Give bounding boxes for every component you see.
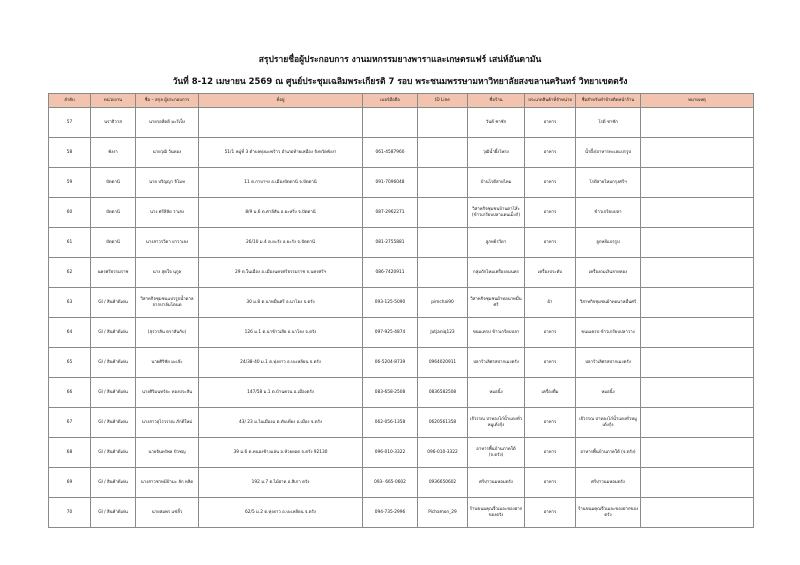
agency-cell: นราธิวาส [91, 108, 136, 138]
name-cell: วิสาหกิจชุมชนแปรรูปน้ำตาลจากปาล์มโตนด [136, 288, 199, 318]
line-id-cell: Pichamon_29 [418, 498, 468, 528]
sign-name-cell: โรตีสายไหมกรุงศรีฯ [576, 168, 641, 198]
seq-cell: 61 [49, 228, 91, 258]
phone-cell: 093-125-5090 [363, 288, 418, 318]
sign-name-cell: ลูกหยีแปรรูป [576, 228, 641, 258]
remarks-cell [641, 468, 754, 498]
product-type-cell: อาหาร [525, 408, 576, 438]
phone-cell: 06-5204-8739 [363, 348, 418, 378]
remarks-cell [641, 318, 754, 348]
product-type-cell: อาหาร [525, 198, 576, 228]
address-cell: 39 ม.6 ต.หนองช้างแล่น อ.ห้วยยอด จ.ตรัง 92130 [199, 438, 363, 468]
line-id-cell [418, 138, 468, 168]
remarks-cell [641, 258, 754, 288]
name-cell: นายศิริชัย มะเจ๊ะ [136, 348, 199, 378]
table-header-row [49, 94, 754, 108]
product-type-cell: อาหาร [525, 108, 576, 138]
remarks-cell [641, 108, 754, 138]
name-cell: นางสาวรวีดา ยาวาเลง [136, 228, 199, 258]
agency-cell: GI / สินค้าดีเด่น [91, 378, 136, 408]
seq-cell: 59 [49, 168, 91, 198]
table-row [49, 498, 754, 528]
name-cell: นาง ศรีสีลัย วาเสง [136, 198, 199, 228]
shop-name-cell: อาหารพื้นบ้านภาคใต้ (จ.ตรัง) [468, 438, 525, 468]
phone-cell: 093- 665-0602 [363, 468, 418, 498]
remarks-header: หมายเหตุ [641, 94, 754, 108]
product-type-cell: อาหาร [525, 468, 576, 498]
seq-cell: 58 [49, 138, 91, 168]
phone-cell [363, 108, 418, 138]
shop-name-cell: ร้านขนมคุณจิ๋วเมอะของฝากของตรัง [468, 498, 525, 528]
agency-cell: ปัตตานี [91, 168, 136, 198]
shop-name-cell: วันดี ชาชัก [468, 108, 525, 138]
table-row [49, 468, 754, 498]
remarks-cell [641, 198, 754, 228]
agency-cell: พังงา [91, 138, 136, 168]
seq-cell: 62 [49, 258, 91, 288]
shop-name-cell: กลุ่มถักไหมเครื่องถมนคร [468, 258, 525, 288]
agency-cell: GI / สินค้าดีเด่น [91, 468, 136, 498]
address-cell: 24/38-40 ม.1 ต.ทุ่งยาว อ.ปะเหลียน จ.ตรัง [199, 348, 363, 378]
sign-name-cell: ร้านขนมคุณจิ๋วเมอะของฝากของตรัง [576, 498, 641, 528]
table-body [49, 108, 754, 528]
shop-name-cell: เจ๊วรรณ ปาทองโก๋น้ำแดงทั่วหมูเด้งกุ้ง [468, 408, 525, 438]
address-cell: 62/5 ม.2 ต.ทุ่งยาว อ.ปะเหลียน จ.ตรัง [199, 498, 363, 528]
remarks-cell [641, 378, 754, 408]
sign-name-header: ชื่อสำหรับทำป้ายติดหน้าร้าน [576, 94, 641, 108]
line-id-cell: 0620561358 [418, 408, 468, 438]
sign-name-cell: หมอนิ้ง [576, 378, 641, 408]
address-cell: 126 ม.1 ต.นาข้าวเสีย อ.นาโยง จ.ตรัง [199, 318, 363, 348]
name-cell: นายรอสีดดี มะรีเป็ง [136, 108, 199, 138]
phone-cell: 062-056-1358 [363, 408, 418, 438]
phone-header: เบอร์มือถือ [363, 94, 418, 108]
line-id-cell: 0836582508 [418, 378, 468, 408]
shop-name-cell: ปลาร้าเลิศรสปากเมงตรัง [468, 348, 525, 378]
remarks-cell [641, 228, 754, 258]
remarks-cell [641, 438, 754, 468]
seq-cell: 67 [49, 408, 91, 438]
sign-name-cell: วิสาหกิจชุมชนผ้าทอนาหมื่นศรี [576, 288, 641, 318]
address-cell: 8/9 ม.6 ต.ศาลีสัน อ.ยะหริ่ง จ.ปัตตานี [199, 198, 363, 228]
line-id-header: ID Line [418, 94, 468, 108]
table-row [49, 108, 754, 138]
agency-cell: ปัตตานี [91, 228, 136, 258]
address-cell: 11 ต.กาบาฯง อ.เมืองปัตตานี จ.ปัตตานี [199, 168, 363, 198]
name-cell: นางสาวอุไรวรรณ ภักดีใหม่ [136, 408, 199, 438]
line-id-cell [418, 198, 468, 228]
sign-name-cell: ปลาร้าเลิศรสปากเมงตรัง [576, 348, 641, 378]
table-row [49, 258, 754, 288]
shop-name-cell: บ้านโรตีสายไหม [468, 168, 525, 198]
product-type-cell: อาหาร [525, 138, 576, 168]
sign-name-cell: น้ำผึ้ง/อาหารทะเลแปรรูป [576, 138, 641, 168]
document-subtitle: วันที่ 8-12 เมษายน 2569 ณ ศูนย์ประชุมเฉลิมพระเกียรติ 7 รอบ พระชนมพรรษามหาวิทยาลัยสงขลานครินทร์ วิทยาเขตตรัง [172, 77, 628, 87]
phone-cell: 097-925-4874 [363, 318, 418, 348]
product-type-cell: อาหาร [525, 498, 576, 528]
seq-cell: 63 [49, 288, 91, 318]
seq-cell: 57 [49, 108, 91, 138]
product-type-cell: ผ้า [525, 288, 576, 318]
line-id-cell [418, 258, 468, 288]
name-cell: (สุรวาสัน ตราสันกับ) [136, 318, 199, 348]
shop-name-cell: วุฒิน้ำผึ้งโพรง [468, 138, 525, 168]
agency-cell: ปัตตานี [91, 198, 136, 228]
line-id-cell [418, 168, 468, 198]
address-cell: 43/ 23 ม.ไนเมืองม ต.ทับเที่ยง อ.เมือง จ.ตรัง [199, 408, 363, 438]
table-row [49, 438, 754, 468]
shop-name-cell: วิสาหกิจชุมชนบ้านตาโล๊ะ (ข้าวเกรียบปลาแดนเม็งก์) [468, 198, 525, 228]
line-id-cell: 0964020911 [418, 348, 468, 378]
seq-cell: 64 [49, 318, 91, 348]
sign-name-cell: อาหารพื้นบ้านภาคใต้ (จ.ตรัง) [576, 438, 641, 468]
address-cell: 192 ม.7 ต.ไม้ฝาด อ.สิเกา ตรัง [199, 468, 363, 498]
phone-cell: 094-735-2996 [363, 498, 418, 528]
agency-cell: GI / สินค้าดีเด่น [91, 408, 136, 438]
shop-name-cell: ศรีปาวนมหอมตรัง [468, 468, 525, 498]
name-cell: นาง สุดใจ นุกูล [136, 258, 199, 288]
remarks-cell [641, 498, 754, 528]
table-row [49, 228, 754, 258]
shop-name-header: ชื่อร้าน [468, 94, 525, 108]
sign-name-cell: ข้าวเกรียบปลา [576, 198, 641, 228]
agency-cell: GI / สินค้าดีเด่น [91, 288, 136, 318]
phone-cell: 083-658-2508 [363, 378, 418, 408]
line-id-cell [418, 108, 468, 138]
agency-cell: GI / สินค้าดีเด่น [91, 348, 136, 378]
seq-cell: 60 [49, 198, 91, 228]
name-header: ชื่อ – สกุล ผู้ประกอบการ [136, 94, 199, 108]
address-header: ที่อยู่ [199, 94, 363, 108]
name-cell: นายวุฒิ วันทอง [136, 138, 199, 168]
table-row [49, 138, 754, 168]
sign-name-cell: ศรีปาวนมหอมตรัง [576, 468, 641, 498]
phone-cell: 086-7420911 [363, 258, 418, 288]
line-id-cell [418, 228, 468, 258]
table-row [49, 378, 754, 408]
name-cell: นาย ปริญญา จิโมห [136, 168, 199, 198]
sign-name-cell: เครื่องถมเงินลายทอง [576, 258, 641, 288]
remarks-cell [641, 168, 754, 198]
name-cell: นายจันทร์พล ปัวชญ [136, 438, 199, 468]
product-type-cell: อาหาร [525, 438, 576, 468]
seq-cell: 68 [49, 438, 91, 468]
document-title: สรุปรายชื่อผู้ประกอบการ งานมหกรรมยางพาราและเกษตรแฟร์ เสน่ห์อันดามัน [258, 55, 542, 65]
address-cell: 147/58 ม.1 ต.บ้านควน อ.เมืองตรัง [199, 378, 363, 408]
product-type-cell: อาหาร [525, 168, 576, 198]
seq-cell: 69 [49, 468, 91, 498]
shop-name-cell: ขนมเครป ข้าวเกรียบปลา [468, 318, 525, 348]
agency-header: หน่วยงาน [91, 94, 136, 108]
shop-name-cell: ลูกหยีรวีดา [468, 228, 525, 258]
seq-cell: 70 [49, 498, 91, 528]
address-cell: 29 ต.ในเมือง อ.เมืองนครศรีธรรมราช จ.นครศรีฯ [199, 258, 363, 288]
remarks-cell [641, 408, 754, 438]
sign-name-cell: โรตี ชาชัก [576, 108, 641, 138]
seq-cell: 66 [49, 378, 91, 408]
phone-cell: 087-2962271 [363, 198, 418, 228]
table-row [49, 198, 754, 228]
phone-cell: 096-010-3322 [363, 438, 418, 468]
line-id-cell: Jutjaniq123 [418, 318, 468, 348]
name-cell: นางศิริมนทร์ธะ ทองประสัน [136, 378, 199, 408]
product-type-cell: เครื่องประดับ [525, 258, 576, 288]
remarks-cell [641, 288, 754, 318]
seq-cell: 65 [49, 348, 91, 378]
product-type-cell: อาหาร [525, 348, 576, 378]
remarks-cell [641, 138, 754, 168]
product-type-header: ประเภทสินค้าที่จำหน่าย [525, 94, 576, 108]
seq-header: ลำดับ [49, 94, 91, 108]
phone-cell: 081-2755881 [363, 228, 418, 258]
line-id-cell: 096-010-3322 [418, 438, 468, 468]
agency-cell: GI / สินค้าดีเด่น [91, 438, 136, 468]
name-cell: นายสมพร แซ่ลี้ว [136, 498, 199, 528]
product-type-cell: อาหาร [525, 228, 576, 258]
agency-cell: นครศรีธรรมราช [91, 258, 136, 288]
phone-cell: 061-4587960 [363, 138, 418, 168]
agency-cell: GI / สินค้าดีเด่น [91, 318, 136, 348]
vendor-table [48, 93, 754, 528]
address-cell: 26/10 ม.4 ต.ยะรัง อ.ยะรัง จ.ปัตตานี [199, 228, 363, 258]
shop-name-cell: หมอนิ้ง [468, 378, 525, 408]
address-cell: 51/1 หมู่ที่ 3 ตำบลทุ่งมะพร้าว อำเภอท้ายเหมือง จังหวัดพังงา [199, 138, 363, 168]
table-row [49, 348, 754, 378]
table-row [49, 288, 754, 318]
product-type-cell: เครื่องดื่ม [525, 378, 576, 408]
line-id-cell: pimchai90 [418, 288, 468, 318]
table-row [49, 168, 754, 198]
shop-name-cell: วิสาหกิจชุมชนผ้าทอนาหมื่นศรี [468, 288, 525, 318]
name-cell: นางสาวชาหมีป้ามะ ลัก หลิด [136, 468, 199, 498]
product-type-cell: อาหาร [525, 318, 576, 348]
address-cell: 30 ม.8 ต.นาหมื่นศรี อ.นาโยง จ.ตรัง [199, 288, 363, 318]
table-row [49, 318, 754, 348]
sign-name-cell: ขนมเครป ข้าวเกรียบปลาวาง [576, 318, 641, 348]
address-cell [199, 108, 363, 138]
remarks-cell [641, 348, 754, 378]
line-id-cell: 0936650602 [418, 468, 468, 498]
agency-cell: GI / สินค้าดีเด่น [91, 498, 136, 528]
table-row [49, 408, 754, 438]
sign-name-cell: เจ๊วรรณ ปาทองโก๋น้ำแดงทั่วหมูเด้งกุ้ง [576, 408, 641, 438]
phone-cell: 091-7096048 [363, 168, 418, 198]
